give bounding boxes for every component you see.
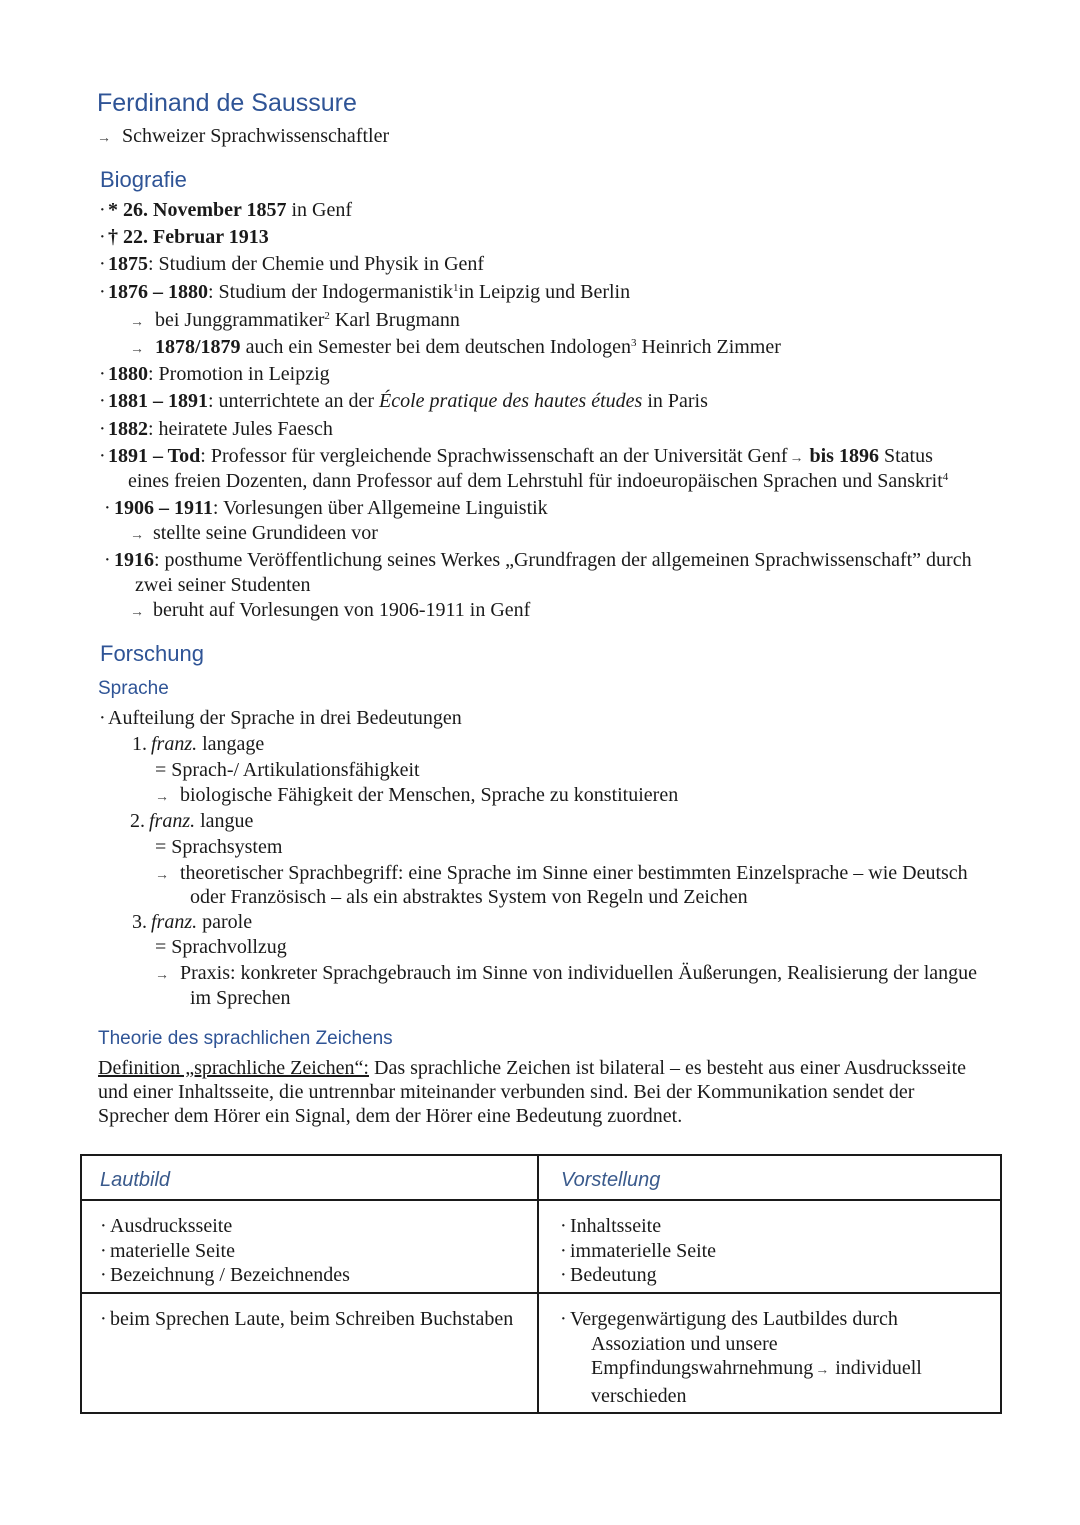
arrow-icon: →	[155, 968, 169, 983]
footnote-ref: 4	[942, 471, 949, 483]
bio-text: : posthume Veröffentlichung seines Werkes „Grundfragen der allgemeinen Sprachwissenschaft” durch	[154, 549, 972, 571]
cell-text: Assoziation und unsere	[591, 1332, 778, 1355]
arrow-icon: →	[130, 342, 144, 357]
meaning-item-1	[132, 732, 264, 756]
bio-item-1882	[99, 417, 333, 441]
bio-text: eines freien Dozenten, dann Professor auf dem Lehrstuhl für indoeuropäischen Sprachen und Sanskrit	[128, 470, 943, 492]
table-cell	[82, 1201, 539, 1294]
bio-text: : Professor für vergleichende Sprachwissenschaft an der Universität Genf	[200, 445, 788, 467]
bio-text: bei Junggrammatiker	[155, 309, 325, 331]
meaning-desc	[155, 961, 977, 988]
table-cell	[539, 1294, 1000, 1412]
arrow-icon: →	[789, 451, 804, 466]
bio-date: * 26. November 1857	[108, 199, 287, 221]
bullet-icon: ·	[99, 281, 106, 303]
bullet-icon: ·	[99, 418, 106, 440]
bullet-icon: ·	[99, 363, 106, 385]
bio-text: : Studium der Chemie und Physik in Genf	[148, 253, 485, 275]
item-number: 2.	[130, 810, 145, 832]
subtitle-text: Schweizer Sprachwissenschaftler	[122, 125, 390, 147]
item-number: 3.	[132, 911, 147, 933]
bullet-icon: ·	[100, 1264, 107, 1286]
bio-date: 1881 – 1891	[108, 390, 208, 412]
bio-text: auch ein Semester bei dem deutschen Indologen	[240, 336, 631, 358]
bio-date: 1876 – 1880	[108, 281, 208, 303]
item-label: franz.	[149, 810, 196, 832]
bio-sub-publication	[130, 598, 530, 625]
section-heading-forschung: Forschung	[100, 641, 204, 666]
meaning-item-3	[132, 910, 252, 934]
list-item	[100, 1307, 537, 1332]
arrow-icon: →	[155, 868, 169, 883]
bio-item-1916	[104, 548, 972, 572]
subheading-zeichen: Theorie des sprachlichen Zeichens	[98, 1028, 393, 1049]
bullet-icon: ·	[104, 549, 111, 571]
item-term: langue	[195, 810, 254, 832]
bio-sub-semester	[130, 335, 781, 362]
definition-line-2: und einer Inhaltsseite, die untrennbar miteinander verbunden sind. Bei der Kommunikation sendet der	[98, 1081, 915, 1103]
list-item	[100, 1263, 537, 1288]
bio-text: Heinrich Zimmer	[636, 336, 781, 358]
bio-text: beruht auf Vorlesungen von 1906-1911 in Genf	[153, 599, 531, 621]
meaning-desc-cont: oder Französisch – als ein abstraktes System von Regeln und Zeichen	[190, 886, 748, 908]
bio-text: : Studium der Indogermanistik	[208, 281, 453, 303]
table-header-cell	[539, 1156, 1000, 1201]
footnote-ref: 3	[631, 337, 637, 349]
list-item	[560, 1239, 1000, 1264]
table-header-cell	[82, 1156, 539, 1201]
list-item-cont	[560, 1332, 1000, 1357]
list-item	[100, 1214, 537, 1239]
bio-item-1891	[99, 444, 933, 471]
subtitle-line	[97, 124, 389, 151]
bio-sub-teacher	[130, 308, 460, 335]
list-item	[100, 1239, 537, 1264]
bio-date: 1878/1879	[155, 336, 241, 358]
desc-text: theoretischer Sprachbegriff: eine Sprache im Sinne einer bestimmten Einzelsprache – wie Deutsch	[180, 862, 968, 884]
meaning-equals: = Sprachvollzug	[155, 936, 287, 958]
item-label: franz.	[151, 733, 198, 755]
bullet-icon: ·	[100, 1215, 107, 1237]
definition-label: Definition „sprachliche Zeichen“:	[98, 1057, 369, 1079]
header-vorstellung: Vorstellung	[561, 1169, 661, 1191]
table-cell	[82, 1294, 539, 1412]
bio-date: 1880	[108, 363, 148, 385]
bio-date: bis 1896	[809, 445, 879, 467]
bio-item-1906	[104, 496, 548, 520]
item-term: parole	[197, 911, 253, 933]
cell-text: individuell	[835, 1357, 922, 1379]
cell-text: materielle Seite	[110, 1239, 235, 1262]
bio-item-1880	[99, 362, 330, 386]
bio-text: in Leipzig und Berlin	[458, 281, 631, 303]
meaning-equals: = Sprach-/ Artikulationsfähigkeit	[155, 759, 420, 781]
header-lautbild: Lautbild	[100, 1169, 171, 1191]
bio-item-1891-cont	[128, 469, 948, 493]
bullet-icon: ·	[99, 390, 106, 412]
arrow-icon: →	[155, 790, 169, 805]
definition-line-3: Sprecher dem Hörer ein Signal, dem der Hörer eine Bedeutung zuordnet.	[98, 1105, 683, 1127]
bullet-icon: ·	[99, 253, 106, 275]
bullet-icon: ·	[99, 199, 106, 221]
subheading-sprache: Sprache	[98, 678, 169, 699]
cell-text: Bezeichnung / Bezeichnendes	[110, 1264, 350, 1286]
meaning-desc	[155, 861, 968, 888]
desc-text: biologische Fähigkeit der Menschen, Sprache zu konstituieren	[180, 784, 679, 806]
cell-text: beim Sprechen Laute, beim Schreiben Buchstaben	[110, 1308, 514, 1330]
bullet-icon: ·	[560, 1264, 567, 1286]
cell-text: verschieden	[591, 1384, 687, 1407]
item-label: franz.	[151, 911, 198, 933]
bio-text: Karl Brugmann	[329, 309, 460, 331]
bio-date: 1875	[108, 253, 148, 275]
bio-text: : unterrichtete an der	[208, 390, 380, 412]
cell-text: Ausdrucksseite	[110, 1215, 233, 1237]
cell-text: Empfindungswahrnehmung	[591, 1357, 814, 1379]
bio-text: : Promotion in Leipzig	[148, 363, 330, 385]
definition-line-1	[98, 1056, 966, 1080]
list-item	[560, 1214, 1000, 1239]
item-number: 1.	[132, 733, 147, 755]
sprache-intro	[99, 706, 462, 730]
cell-text: Vergegenwärtigung des Lautbildes durch	[570, 1308, 898, 1330]
bullet-icon: ·	[560, 1308, 567, 1330]
bio-date: † 22. Februar 1913	[108, 226, 269, 248]
bio-text: : Vorlesungen über Allgemeine Linguistik	[212, 497, 548, 519]
list-item-cont	[560, 1384, 1000, 1409]
bullet-icon: ·	[104, 497, 111, 519]
page-title: Ferdinand de Saussure	[97, 89, 357, 117]
list-item-cont	[560, 1356, 1000, 1384]
arrow-icon: →	[130, 605, 144, 620]
footnote-ref: 1	[452, 282, 459, 294]
bio-text: in Paris	[642, 390, 708, 412]
arrow-icon: →	[130, 315, 144, 330]
definition-text: Das sprachliche Zeichen ist bilateral – es besteht aus einer Ausdrucksseite	[374, 1057, 967, 1079]
bio-sub-lectures	[130, 521, 378, 548]
bio-date: 1891 – Tod	[108, 445, 201, 467]
meaning-desc	[155, 783, 678, 810]
bio-date: 1906 – 1911	[114, 497, 213, 519]
bio-date: 1916	[114, 549, 154, 571]
list-item	[560, 1263, 1000, 1288]
bullet-icon: ·	[100, 1239, 107, 1262]
bullet-icon: ·	[99, 226, 106, 248]
cell-text: Inhaltsseite	[570, 1215, 662, 1237]
bio-text: Status	[878, 445, 933, 467]
desc-text: Praxis: konkreter Sprachgebrauch im Sinne von individuellen Äußerungen, Realisierung der langue	[180, 962, 978, 984]
bio-item-1881	[99, 389, 708, 413]
bullet-icon: ·	[560, 1239, 567, 1262]
school-name: École pratique des hautes études	[379, 390, 643, 412]
bio-item-1916-cont: zwei seiner Studenten	[135, 574, 311, 596]
cell-text: immaterielle Seite	[570, 1239, 717, 1262]
bio-item-birth	[99, 198, 352, 222]
bio-text: in Genf	[286, 199, 353, 221]
bio-text: : heiratete Jules Faesch	[148, 418, 333, 440]
bio-item-1875	[99, 252, 484, 276]
meaning-item-2	[130, 809, 253, 833]
bullet-icon: ·	[560, 1215, 567, 1237]
bullet-icon: ·	[100, 1308, 107, 1330]
arrow-icon: →	[130, 528, 144, 543]
item-term: langage	[197, 733, 265, 755]
meaning-desc-cont: im Sprechen	[190, 987, 291, 1009]
list-item	[560, 1307, 1000, 1332]
cell-text: Bedeutung	[570, 1264, 657, 1286]
bio-date: 1882	[108, 418, 148, 440]
sign-table	[80, 1154, 1002, 1414]
bullet-icon: ·	[99, 445, 106, 467]
table-cell	[539, 1201, 1000, 1294]
section-heading-biografie: Biografie	[100, 167, 187, 192]
intro-text: Aufteilung der Sprache in drei Bedeutungen	[108, 707, 462, 729]
arrow-icon: →	[97, 131, 111, 146]
bullet-icon: ·	[99, 707, 106, 729]
meaning-equals: = Sprachsystem	[155, 836, 283, 858]
footnote-ref: 2	[324, 310, 330, 322]
arrow-icon: →	[815, 1363, 830, 1378]
bio-text: stellte seine Grundideen vor	[153, 522, 378, 544]
bio-item-death	[99, 225, 269, 249]
bio-item-1876	[99, 280, 630, 304]
